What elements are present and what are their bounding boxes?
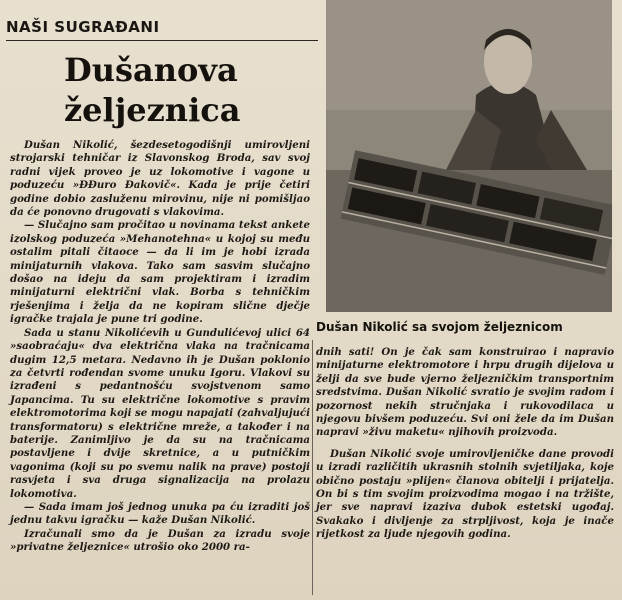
article-column-left bbox=[10, 139, 310, 555]
paragraph: Dušan Nikolić, šezdesetogodišnji umirovljeni strojarski tehničar iz Slavonskog Broda, sav svoj radni vijek proveo je uz lokomotive i vagone u poduzeću »ĐĐuro Đakovič«. Kada je prije četiri godine dobio zasluženu mirovinu, nije ni pomišljao da će ponovno drugovati s vlakovima. bbox=[10, 139, 310, 219]
article-column-right bbox=[316, 346, 614, 542]
photo-man-with-model-railway bbox=[326, 0, 612, 312]
paragraph: dnih sati! On je čak sam konstruirao i napravio minijaturne elektromotore i hrpu drugih dijelova u želji da sve bude vjerno željezničkim transportnim sredstvima. Dušan Nikolić svratio je svojim radom i pozornost nekih stručnjaka i rukovodilaca u njegovu bivšem poduzeću. Svi oni žele da im Dušan napravi »živu maketu« njihovih proizvoda. bbox=[316, 346, 614, 439]
headline: Dušanova željeznica bbox=[64, 51, 241, 129]
paragraph: Sada u stanu Nikolićevih u Gundulićevoj ulici 64 »saobraćaju« dva električna vlaka na tračnicama dugim 12,5 metara. Nedavno ih je Dušan poklonio za četvrti rođendan svome unuku Igoru. Vlakovi su izrađeni s pedantnošću svojstvenom samo Japancima. Tu su električne lokomotive s pravim elektromotorima koji se mogu napajati (zahvaljujući transformatoru) s električne mreže, a također i na baterije. Zanimljivo je da su na tračnicama postavljene i dvije skretnice, a u putničkim vagonima (koji su po svemu nalik na prave) postoji rasvjeta i sva druga signalizacija na prolazu lokomotiva. bbox=[10, 326, 310, 500]
paragraph: — Slučajno sam pročitao u novinama tekst ankete izolskog poduzeća »Mehanotehna« u kojoj su među ostalim pitali čitaoce — da li im je hobi izrada minijaturnih vlakova. Tako sam sasvim slučajno došao na ideju da sam projektiram i izradim minijaturni električni vlak. Borba s tehničkim rješenjima i želja da ne kopiram slične dječje igračke trajala je pune tri godine. bbox=[10, 219, 310, 326]
paragraph: Izračunali smo da je Dušan za izradu svoje »privatne željeznice« utrošio oko 2000 ra- bbox=[10, 527, 310, 554]
photo-illustration bbox=[326, 0, 612, 312]
section-label: NAŠI SUGRAĐANI bbox=[6, 18, 160, 36]
paragraph: Dušan Nikolić svoje umirovljeničke dane provodi u izradi različitih ukrasnih stolnih svjetiljaka, koje obično postaju »plijen« članova obitelji i prijatelja. On bi s tim svojim proizvodima mogao i na tržište, jer sve napravi izaziva dubok estetski ugođaj. Svakako i divljenje za strpljivost, koja je inače rijetkost za ljude njegovih godina. bbox=[316, 447, 614, 541]
section-divider bbox=[6, 40, 318, 41]
photo-caption: Dušan Nikolić sa svojom željeznicom bbox=[316, 320, 563, 334]
paragraph: — Sada imam još jednog unuka pa ću izraditi još jednu takvu igračku — kaže Dušan Nikolić. bbox=[10, 500, 310, 527]
column-divider bbox=[312, 340, 313, 595]
